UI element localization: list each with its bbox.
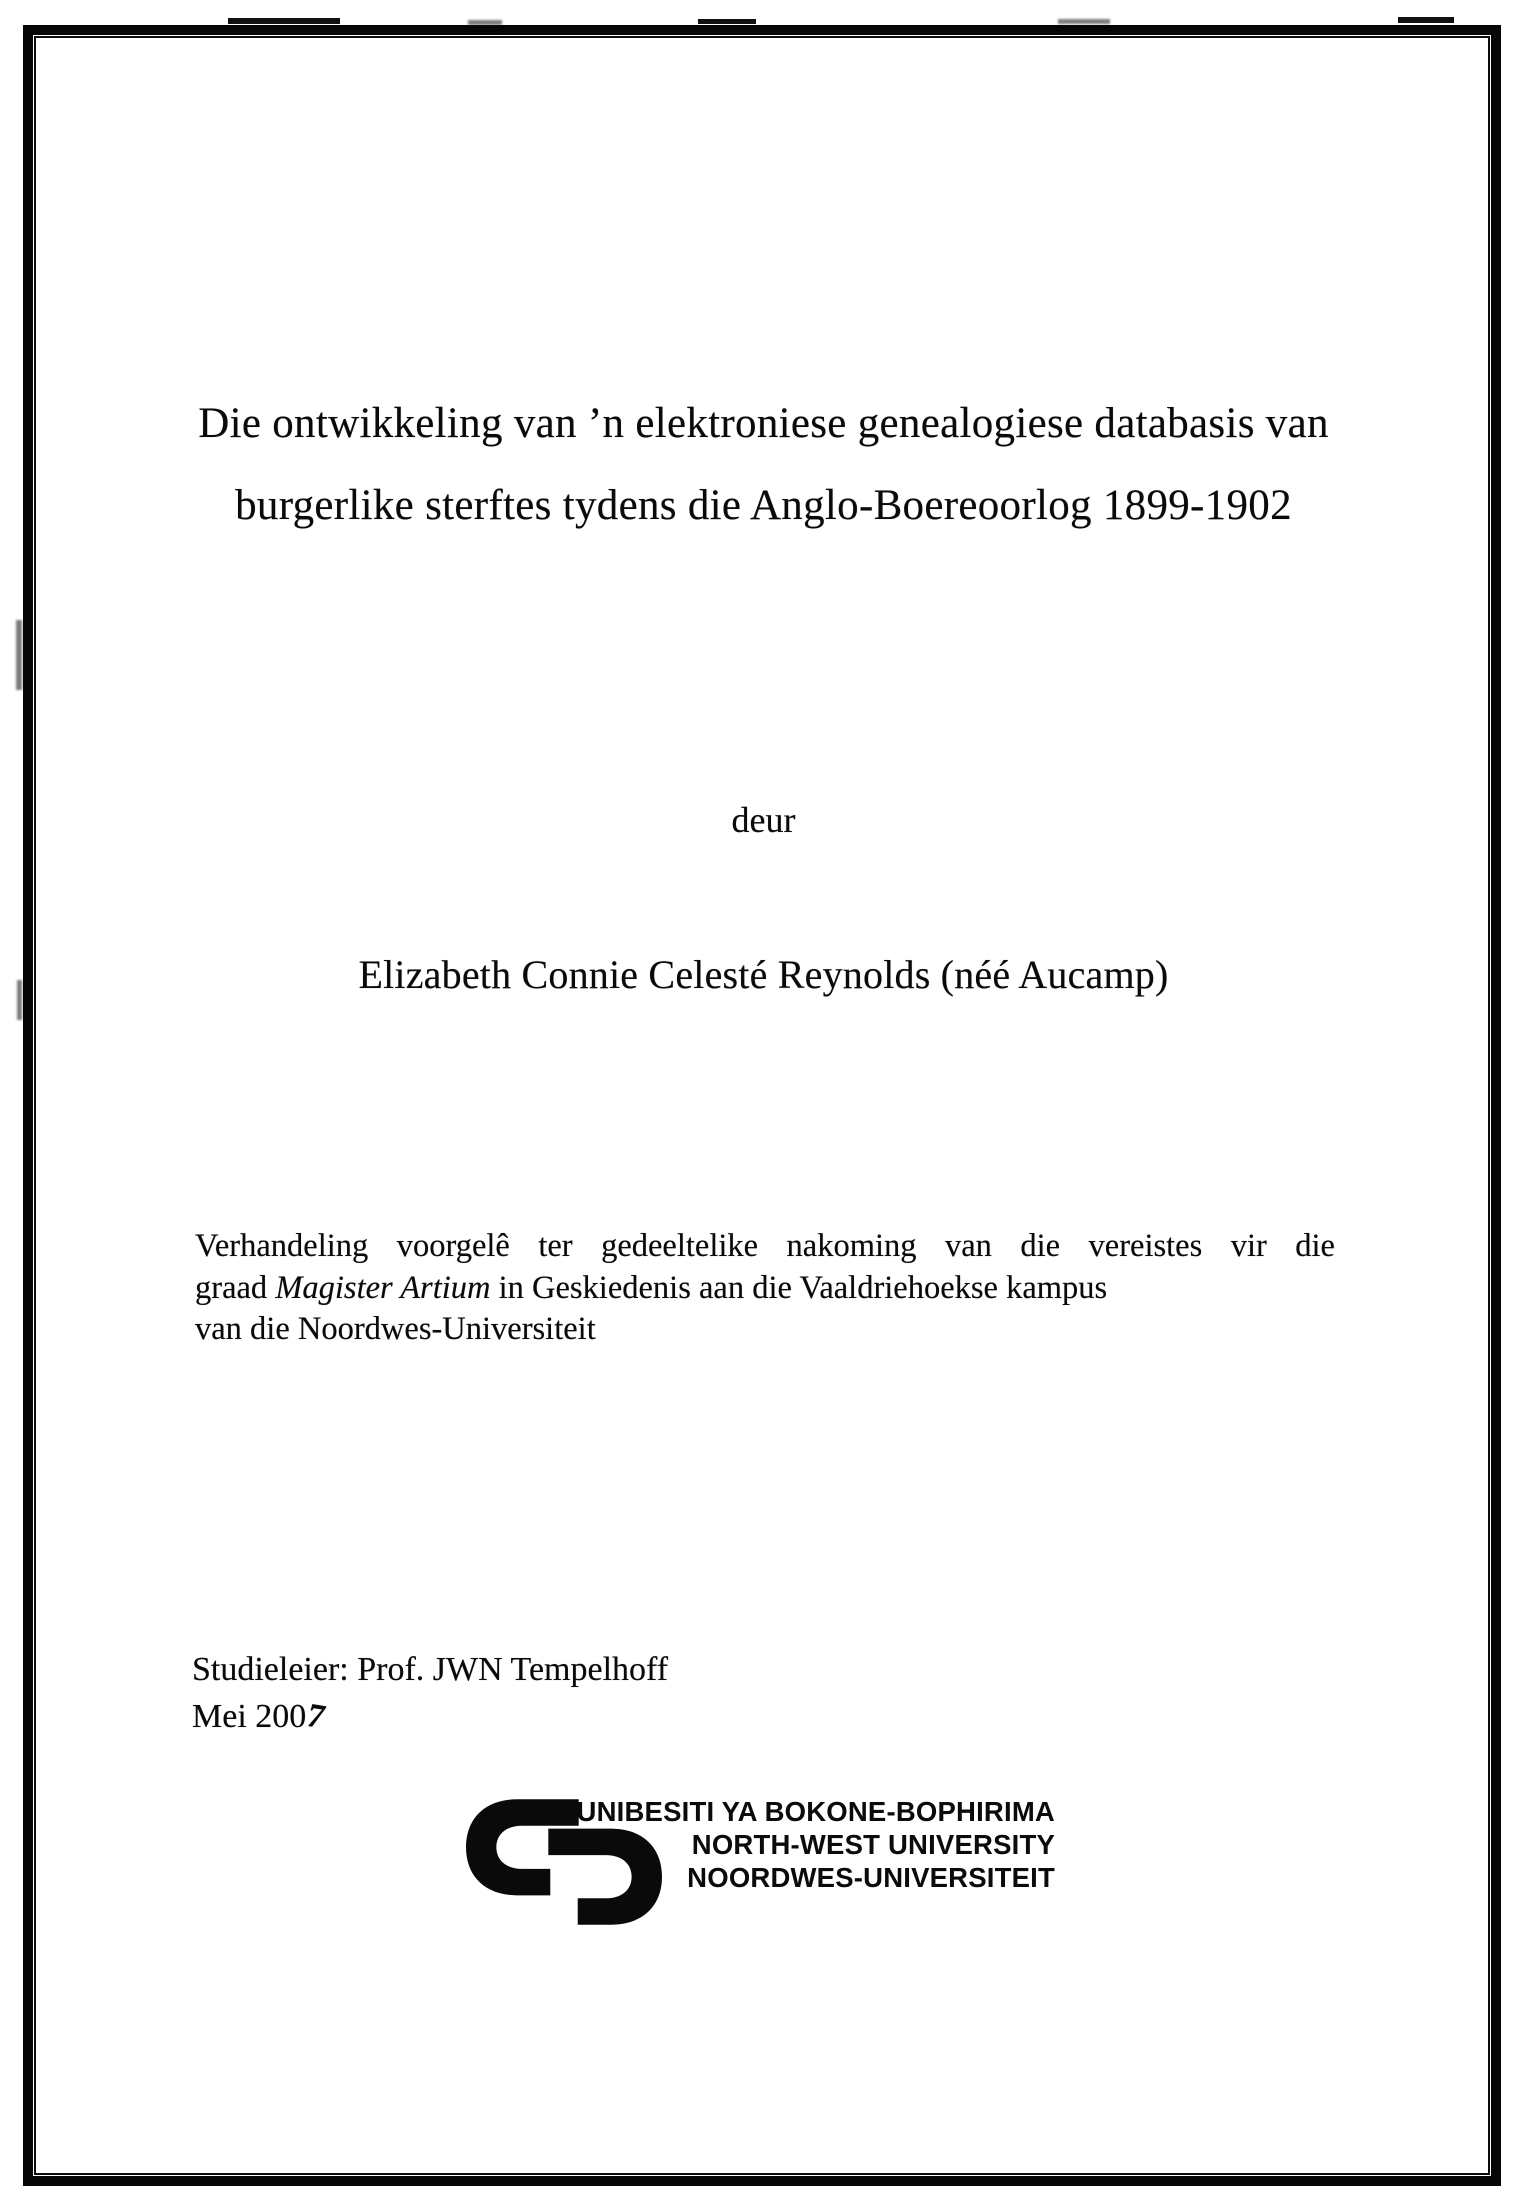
date-line <box>192 1693 668 1740</box>
university-name-english: NORTH-WEST UNIVERSITY <box>691 1828 1055 1860</box>
thesis-title-line1: Die ontwikkeling van ’n elektroniese genealogiese databasis van <box>198 400 1329 447</box>
degree-statement-line2 <box>195 1268 1335 1310</box>
scan-artifact <box>1058 19 1110 24</box>
scan-artifact <box>16 620 22 690</box>
scan-artifact <box>468 20 502 25</box>
degree-statement-line2-post: in Geskiedenis aan die Vaaldriehoekse kampus <box>490 1269 1108 1306</box>
scan-artifact <box>1398 17 1454 23</box>
university-name-afrikaans: NOORDWES-UNIVERSITEIT <box>687 1861 1055 1893</box>
degree-statement-line1: Verhandeling voorgelê ter gedeeltelike nakoming van die vereistes vir die <box>195 1228 1335 1264</box>
university-name-setswana: YUNIBESITI YA BOKONE-BOPHIRIMA <box>558 1796 1055 1827</box>
supervisor-line: Studieleier: Prof. JWN Tempelhoff <box>192 1651 669 1688</box>
degree-statement <box>195 1226 1335 1351</box>
date-last-digit: 7 <box>302 1697 330 1736</box>
university-logo-text <box>558 1796 1055 1894</box>
thesis-title-line2: burgerlike sterftes tydens die Anglo-Boereoorlog 1899-1902 <box>235 482 1292 529</box>
degree-statement-line2-pre: graad <box>195 1269 276 1306</box>
thesis-title <box>95 383 1432 547</box>
scan-artifact <box>698 19 756 24</box>
scan-artifact <box>228 18 340 24</box>
date-text: Mei 200 <box>192 1698 307 1735</box>
author-name: Elizabeth Connie Celesté Reynolds (néé Aucamp) <box>358 952 1169 997</box>
supervisor-block <box>192 1646 668 1740</box>
byline-deur: deur <box>731 800 796 840</box>
degree-name-italic: Magister Artium <box>275 1269 491 1306</box>
degree-statement-line3: van die Noordwes-Universiteit <box>195 1311 596 1347</box>
